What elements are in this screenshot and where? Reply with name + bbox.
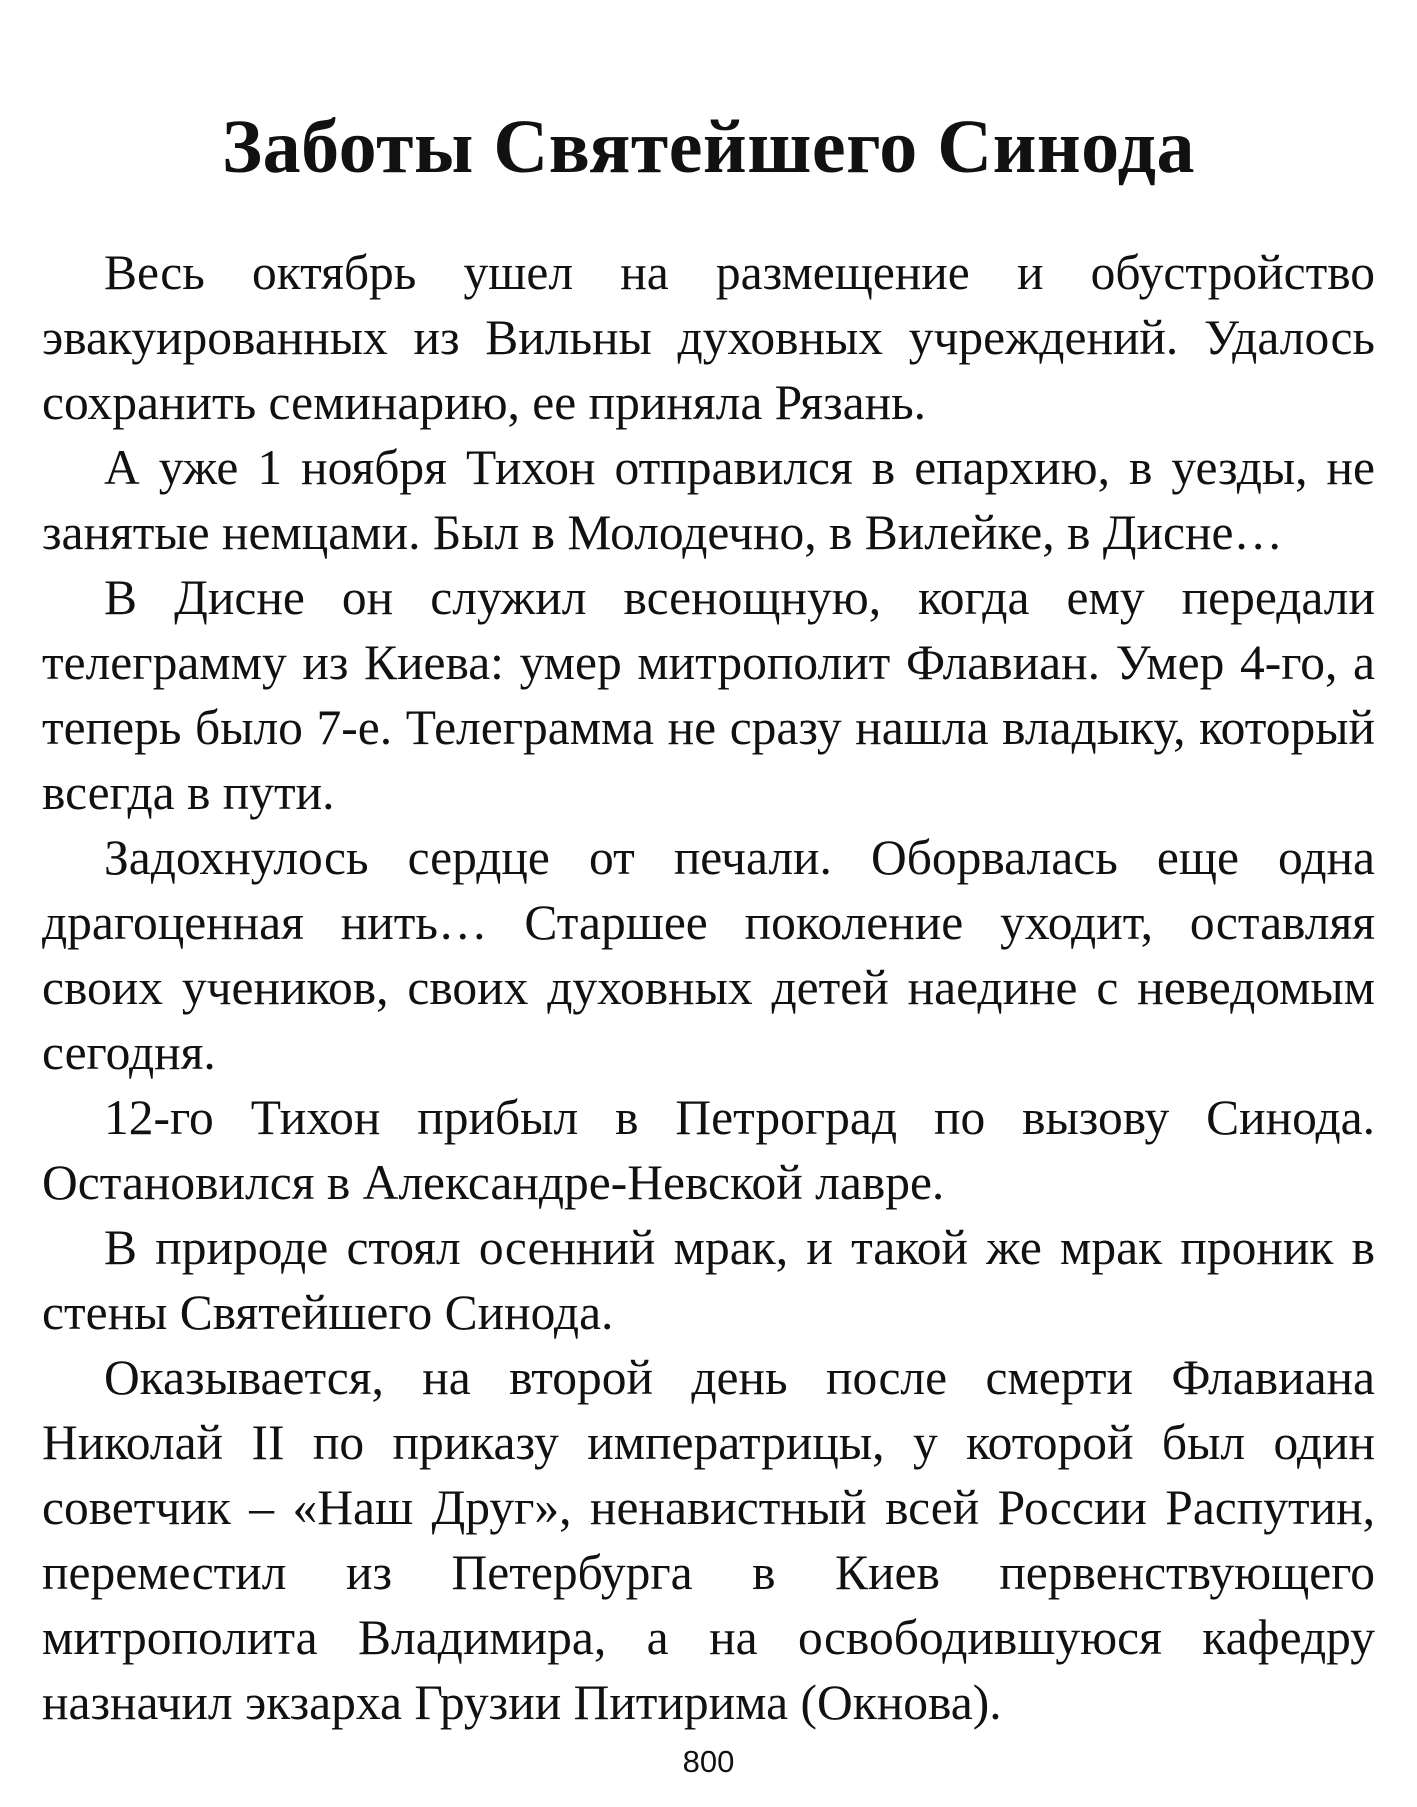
paragraph: В природе стоял осенний мрак, и такой же мрак проник в стены Святейшего Синода. [42,1220,1375,1340]
paragraph: В Дисне он служил всенощную, когда ему передали телеграмму из Киева: умер митрополит Флавиан. Умер 4-го, а теперь было 7-е. Телеграмма не сразу нашла владыку, который всегда в пути. [42,570,1375,820]
page-number: 800 [682,1744,735,1779]
chapter-title: Заботы Святейшего Синода [222,105,1195,189]
book-page [42,0,1375,1735]
chapter-body [42,240,1375,1735]
paragraph: 12-го Тихон прибыл в Петроград по вызову Синода. Остановился в Александре-Невской лавре. [42,1090,1375,1210]
paragraph: Оказывается, на второй день после смерти Флавиана Николай II по приказу императрицы, у которой был один советчик – «Наш Друг», ненавистный всей России Распутин, переместил из Петербурга в Киев первенствующего митрополита Владимира, а на освободившуюся кафедру назначил экзарха Грузии Питирима (Окнова). [42,1350,1375,1730]
paragraph: Задохнулось сердце от печали. Оборвалась еще одна драгоценная нить… Старшее поколение уходит, оставляя своих учеников, своих духовных детей наедине с неведомым сегодня. [42,830,1375,1080]
paragraph: Весь октябрь ушел на размещение и обустройство эвакуированных из Вильны духовных учреждений. Удалось сохранить семинарию, ее приняла Рязань. [42,245,1375,430]
paragraph: А уже 1 ноября Тихон отправился в епархию, в уезды, не занятые немцами. Был в Молодечно, в Вилейке, в Дисне… [42,440,1375,560]
